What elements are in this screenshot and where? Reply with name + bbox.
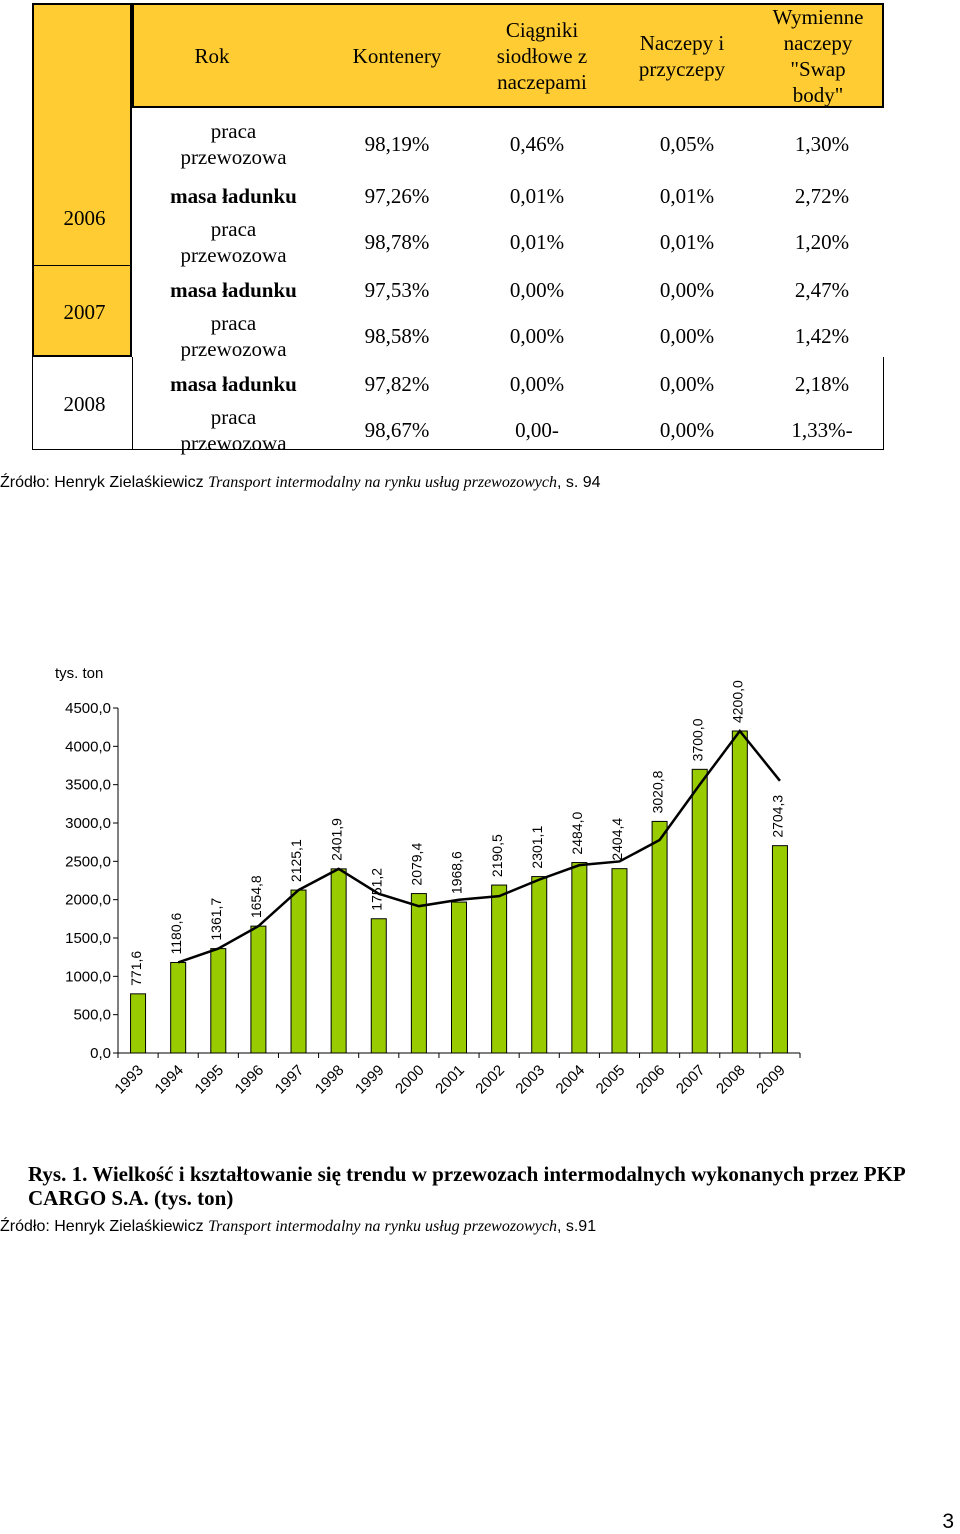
data-label: 2190,5 — [488, 834, 505, 878]
table-cell: 1,20% — [794, 230, 850, 254]
year-column-border — [132, 357, 133, 450]
x-tick-label: 2002 — [472, 1061, 508, 1098]
row-label — [156, 277, 311, 303]
x-tick-label: 2003 — [512, 1061, 549, 1098]
table-cell: 98,19% — [364, 132, 430, 156]
header-swap-line: Wymienne — [772, 4, 864, 29]
table-cell: 98,58% — [364, 324, 430, 348]
bar — [171, 962, 186, 1053]
table-cell: 98,67% — [364, 418, 430, 442]
data-label: 3700,0 — [689, 718, 706, 762]
x-tick-label: 2007 — [672, 1061, 709, 1098]
page-number: 3 — [942, 1510, 954, 1533]
table-cell: 0,01% — [659, 230, 715, 254]
table-cell: 0,00% — [659, 324, 715, 348]
row-label-line: przewozowa — [180, 337, 287, 361]
bar — [371, 919, 386, 1053]
x-tick-label: 2000 — [392, 1061, 428, 1098]
y-tick-label: 3000,0 — [65, 815, 111, 832]
table-cell: 0,00% — [659, 418, 715, 442]
table-cell: 2,72% — [794, 184, 850, 208]
table-cell: 0,01% — [509, 230, 565, 254]
row-label — [156, 118, 311, 170]
header-year — [132, 3, 292, 108]
header-containers-text: Kontenery — [352, 43, 442, 68]
header-swap-line: "Swap — [790, 56, 846, 81]
row-label — [156, 310, 311, 362]
data-label: 2301,1 — [528, 825, 545, 869]
bar — [532, 877, 547, 1053]
table-cell: 0,01% — [659, 184, 715, 208]
bar — [291, 890, 306, 1053]
table-cell: 2,47% — [794, 278, 850, 302]
table-cell: 97,53% — [364, 278, 430, 302]
table-cell: 1,33%- — [791, 418, 853, 442]
source-prefix: Źródło: Henryk Zielaśkiewicz — [0, 474, 209, 491]
table-cell: 0,00% — [509, 372, 565, 396]
x-tick-label: 1994 — [151, 1061, 188, 1098]
data-label: 1968,6 — [448, 851, 465, 895]
table-cell: 0,01% — [509, 184, 565, 208]
bar — [492, 885, 507, 1053]
data-label: 1751,2 — [368, 867, 385, 911]
table-cell: 0,46% — [509, 132, 565, 156]
y-axis-label: tys. ton — [55, 665, 104, 682]
row-label-line: praca — [210, 405, 257, 429]
y-tick-label: 2000,0 — [65, 891, 111, 909]
caption-line: Rys. 1. Wielkość i kształtowanie się trendu w przewozach intermodalnych wykonanych przez PKP — [28, 1162, 906, 1186]
table-cell: 97,82% — [364, 372, 430, 396]
row-label-line: praca — [210, 217, 257, 241]
header-swap-body — [752, 3, 884, 108]
data-label: 2484,0 — [569, 811, 586, 855]
bar — [452, 902, 467, 1053]
data-label: 2079,4 — [408, 842, 425, 886]
x-tick-label: 1995 — [191, 1061, 228, 1098]
row-label-line: przewozowa — [180, 431, 287, 455]
bar — [411, 894, 426, 1053]
row-label-line: przewozowa — [180, 243, 287, 267]
data-label: 3020,8 — [649, 770, 666, 814]
row-label — [156, 183, 311, 209]
data-label: 1180,6 — [167, 912, 184, 955]
figure-caption — [28, 1162, 948, 1210]
row-label — [156, 216, 311, 268]
data-label: 2704,3 — [769, 794, 786, 838]
row-label-line: masa ładunku — [170, 278, 297, 302]
header-containers — [332, 3, 462, 108]
data-label: 4200,0 — [729, 680, 746, 723]
bar — [612, 869, 627, 1053]
x-tick-label: 1993 — [111, 1061, 147, 1098]
data-label: 1654,8 — [248, 875, 265, 919]
table-cell: 1,42% — [794, 324, 850, 348]
source-title: Transport intermodalny na rynku usług przewozowych — [208, 1218, 557, 1235]
x-tick-label: 2006 — [632, 1061, 669, 1098]
source-suffix: , s. 94 — [556, 474, 601, 491]
bar — [692, 769, 707, 1053]
y-tick-label: 4500,0 — [65, 700, 111, 717]
table-cell: 0,00% — [659, 372, 715, 396]
caption-line: CARGO S.A. (tys. ton) — [28, 1186, 234, 1210]
header-swap-line: naczepy — [783, 30, 853, 55]
bar — [732, 731, 747, 1053]
x-tick-label: 1998 — [311, 1061, 348, 1098]
year-label: 2007 — [63, 300, 106, 324]
row-label — [156, 404, 311, 456]
header-tractors-line: naczepami — [497, 69, 587, 94]
year-divider — [32, 265, 132, 266]
x-tick-label: 2005 — [592, 1061, 629, 1098]
header-tractors-line: siodłowe z — [496, 43, 588, 68]
header-trailers — [612, 3, 752, 108]
bar — [251, 926, 266, 1053]
header-trailers-line: przyczepy — [638, 56, 726, 81]
row-label-line: masa ładunku — [170, 372, 297, 396]
row-label-line: praca — [210, 119, 257, 143]
data-label: 1361,7 — [207, 897, 224, 941]
x-tick-label: 2009 — [753, 1061, 789, 1098]
year-column-border — [32, 357, 33, 450]
bar — [572, 863, 587, 1053]
x-tick-label: 2008 — [713, 1061, 749, 1098]
bar — [131, 994, 146, 1053]
row-label — [156, 371, 311, 397]
chart-source — [0, 1218, 596, 1236]
table-source — [0, 474, 601, 492]
header-swap-line: body" — [792, 82, 844, 107]
year-label: 2008 — [63, 392, 106, 416]
bar — [772, 846, 787, 1053]
row-label-line: przewozowa — [180, 145, 287, 169]
x-tick-label: 1996 — [231, 1061, 268, 1098]
y-tick-label: 0,0 — [90, 1045, 111, 1062]
data-label: 771,6 — [127, 950, 144, 986]
table-cell: 0,00% — [659, 278, 715, 302]
trend-line — [178, 731, 780, 962]
year-label: 2006 — [63, 206, 106, 230]
data-table — [32, 3, 884, 455]
source-prefix: Źródło: Henryk Zielaśkiewicz — [0, 1218, 209, 1235]
header-year-text: Rok — [194, 43, 230, 68]
x-tick-label: 1999 — [351, 1061, 388, 1098]
table-cell: 0,00- — [515, 418, 559, 442]
bar — [331, 869, 346, 1053]
data-label: 2125,1 — [288, 839, 305, 883]
y-tick-label: 1500,0 — [65, 930, 111, 947]
y-tick-label: 500,0 — [73, 1006, 111, 1024]
x-tick-label: 2004 — [552, 1061, 589, 1098]
table-cell: 0,00% — [509, 278, 565, 302]
table-cell: 1,30% — [794, 132, 850, 156]
header-trailers-line: Naczepy i — [639, 30, 725, 55]
header-tractors — [472, 3, 612, 108]
table-cell: 0,05% — [659, 132, 715, 156]
x-tick-label: 2001 — [432, 1061, 468, 1098]
row-label-line: praca — [210, 311, 257, 335]
table-cell: 0,00% — [509, 324, 565, 348]
table-cell: 98,78% — [364, 230, 430, 254]
bar — [652, 821, 667, 1053]
row-label-line: masa ładunku — [170, 184, 297, 208]
y-tick-label: 2500,0 — [65, 853, 111, 871]
source-title: Transport intermodalny na rynku usług przewozowych — [208, 474, 557, 491]
bar-chart — [0, 650, 960, 1130]
x-tick-label: 1997 — [271, 1061, 308, 1098]
data-label: 2401,9 — [328, 818, 345, 861]
y-tick-label: 1000,0 — [65, 968, 111, 986]
table-cell: 2,18% — [794, 372, 850, 396]
y-tick-label: 3500,0 — [65, 776, 111, 794]
y-tick-label: 4000,0 — [65, 738, 111, 756]
data-label: 2404,4 — [609, 817, 626, 861]
source-suffix: , s.91 — [556, 1218, 597, 1235]
header-tractors-line: Ciągniki — [505, 17, 579, 42]
table-cell: 97,26% — [364, 184, 430, 208]
bar — [211, 949, 226, 1053]
